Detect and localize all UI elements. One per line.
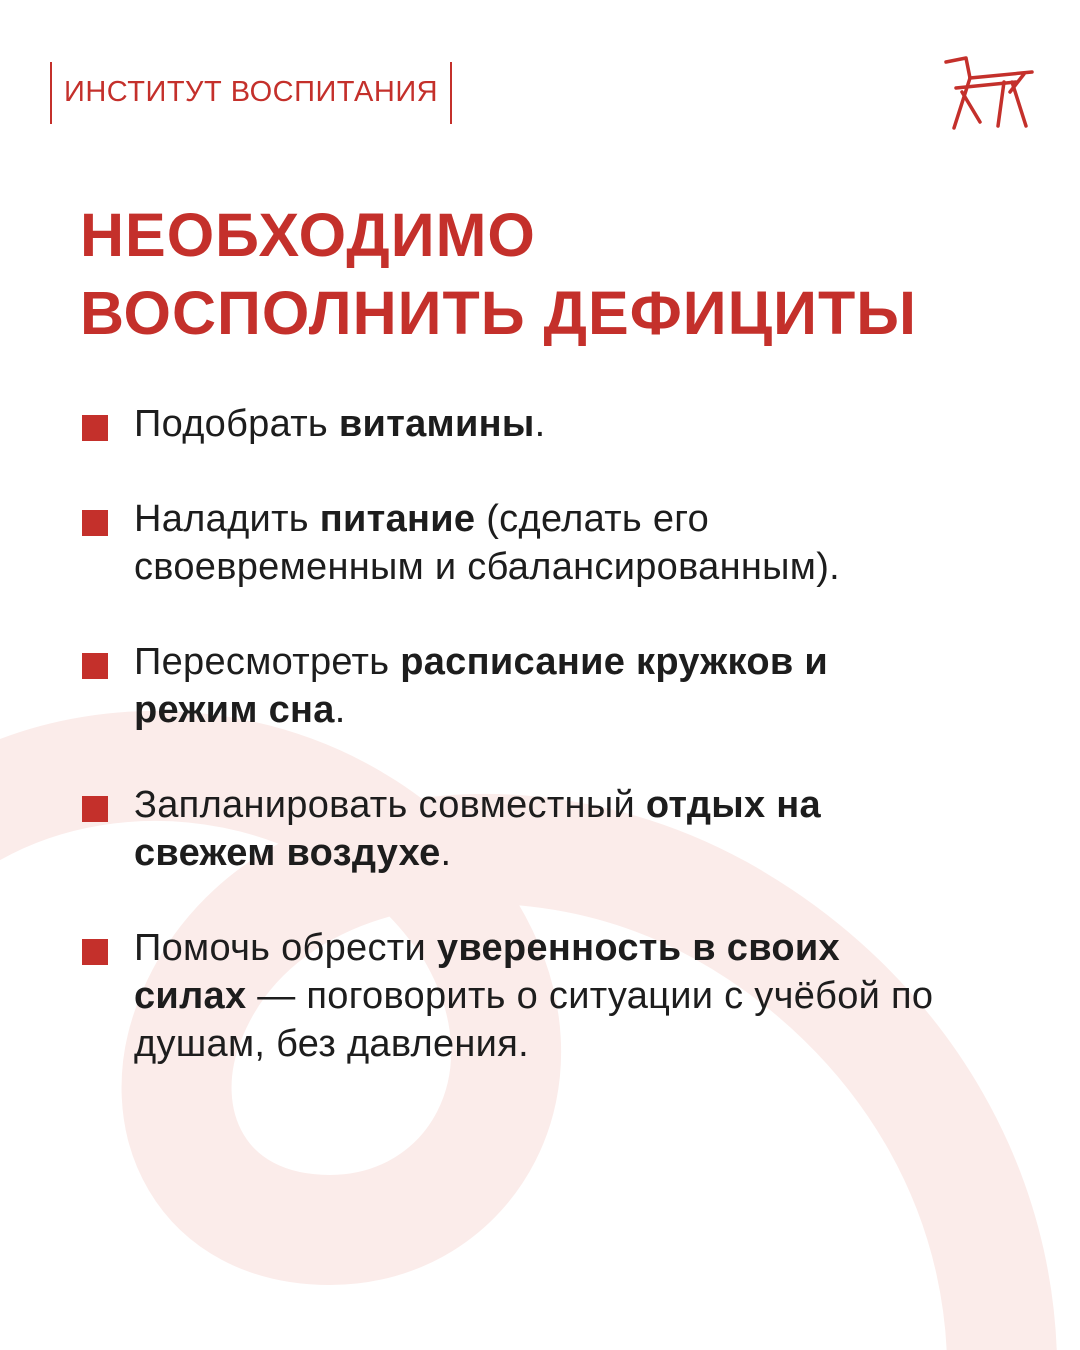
title-line-1: НЕОБХОДИМО xyxy=(80,201,536,269)
bullet-square-icon xyxy=(82,415,108,441)
bullet-square-icon xyxy=(82,939,108,965)
title-line-2: ВОСПОЛНИТЬ ДЕФИЦИТЫ xyxy=(80,279,917,347)
page-title xyxy=(80,196,1040,352)
brand-name: ИНСТИТУТ ВОСПИТАНИЯ xyxy=(50,62,452,124)
list-item-text: Подобрать витамины. xyxy=(134,403,546,445)
horse-logo-icon xyxy=(940,52,1036,132)
header xyxy=(50,62,452,124)
bullet-square-icon xyxy=(82,796,108,822)
bullet-square-icon xyxy=(82,510,108,536)
list-item-text: Пересмотреть расписание кружков и режим сна. xyxy=(134,641,829,731)
bullet-square-icon xyxy=(82,653,108,679)
list-item-text: Наладить питание (сделать его своевременным и сбалансированным). xyxy=(134,498,841,588)
list-item-text: Запланировать совместный отдых на свежем воздухе. xyxy=(134,784,821,874)
list-item-text: Помочь обрести уверенность в своих силах — поговорить о ситуации с учёбой по душам, без давления. xyxy=(134,927,934,1065)
